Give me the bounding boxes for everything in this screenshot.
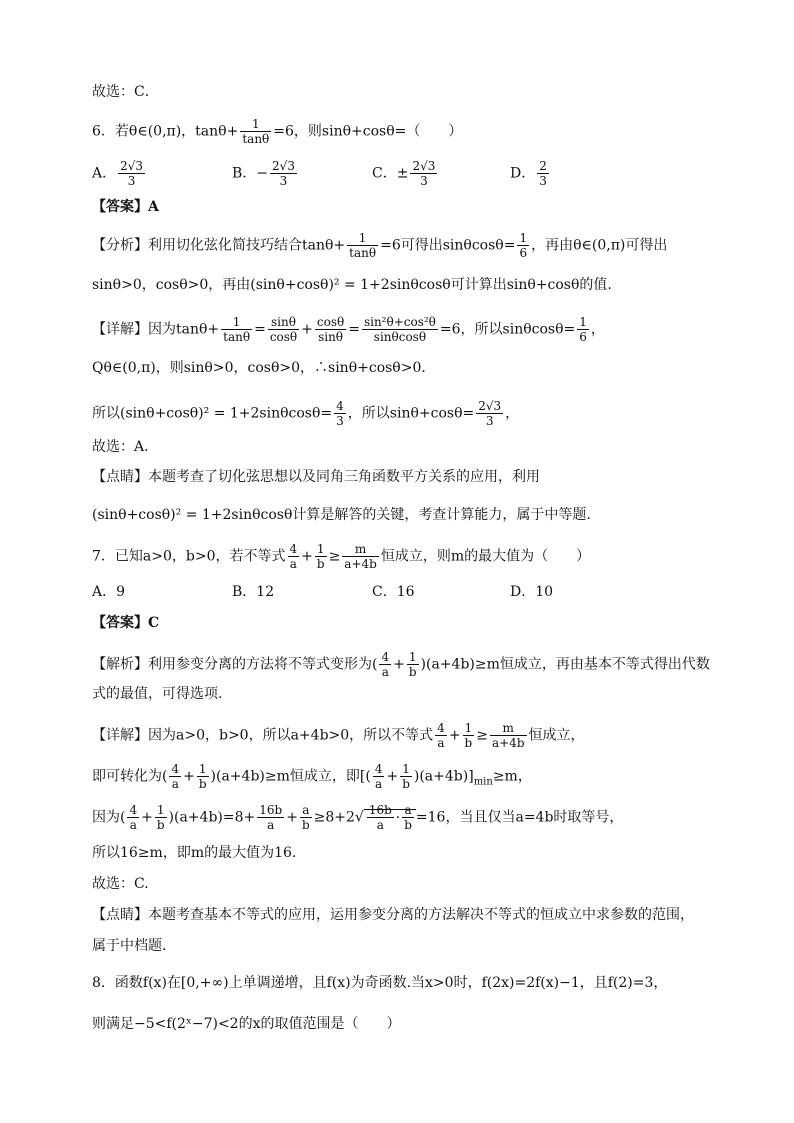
detail-6-line-3: 所以(sinθ+cosθ)² = 1+2sinθcosθ= $\frac{4}{3}$ ，所以sinθ+cosθ= $\frac{2√3}{3}$ ， [92, 399, 520, 428]
note-7-line-1: 【点睛】本题考查基本不等式的应用，运用参变分离的方法解决不等式的恒成立中求参数的范围， [92, 907, 694, 923]
q7-option-a: A．9 [92, 584, 126, 600]
q6-option-c: C．± $\frac{2√3}{3}$ [372, 159, 436, 188]
detail-6-line-2: Qθ∈(0,π)，则sinθ>0，cosθ>0，∴sinθ+cosθ>0． [92, 360, 436, 376]
question-7: 7．已知a>0，b>0，若不等式 $\frac{4}{a}$ + $\frac{1}{b}$ ≥ $\frac{m}{a+4b}$ 恒成立，则m的最大值为（ ） [92, 542, 591, 571]
q6-option-d: D． $\frac{2}{3}$ [510, 159, 547, 188]
analysis-7-line-1: 【解析】利用参变分离的方法将不等式变形为( $\frac{4}{a}$ + $\frac{1}{b}$ )(a+4b)≥m恒成立，再由基本不等式得出代数 [92, 650, 710, 679]
note-6-line-1: 【点睛】本题考查了切化弦思想以及同角三角函数平方关系的应用，利用 [92, 469, 540, 485]
detail-7-line-3: 因为( $\frac{4}{a}$ + $\frac{1}{b}$ )(a+4b)=8+ $\frac{16b}{a}$ + $\frac{a}{b}$ ≥8+2√ $\frac{16b}{a}$ · $\frac{a}{b}$ =16，当且仅当a=4b时取等号， [92, 803, 624, 832]
q7-option-c: C．16 [372, 584, 415, 600]
question-8-line-2: 则满足−5<f(2ˣ−7)<2的x的取值范围是（ ） [92, 1016, 401, 1032]
choice-6: 故选：A. [92, 439, 149, 455]
note-7-line-2: 属于中档题. [92, 938, 167, 954]
answer-line-prev: 故选：C． [92, 84, 159, 100]
q6-option-a: A． $\frac{2√3}{3}$ [92, 159, 144, 188]
analysis-6-line-2: sinθ>0，cosθ>0，再由(sinθ+cosθ)² = 1+2sinθcosθ可计算出sinθ+cosθ的值. [92, 277, 612, 293]
analysis-7-line-2: 式的最值，可得选项. [92, 686, 223, 702]
q6-option-b: B．− $\frac{2√3}{3}$ [232, 159, 295, 188]
detail-7-line-1: 【详解】因为a>0，b>0，所以a+4b>0，所以不等式 $\frac{4}{a}$ + $\frac{1}{b}$ ≥ $\frac{m}{a+4b}$ 恒成立， [92, 721, 585, 750]
answer-6: 【答案】A [92, 199, 159, 215]
q7-option-d: D．10 [510, 584, 554, 600]
note-6-line-2: (sinθ+cosθ)² = 1+2sinθcosθ计算是解答的关键，考查计算能力，属于中等题. [92, 507, 591, 523]
answer-7: 【答案】C [92, 615, 160, 631]
question-8-line-1: 8．函数f(x)在[0,+∞)上单调递增，且f(x)为奇函数.当x>0时，f(2x)=2f(x)−1，且f(2)=3， [92, 975, 668, 991]
detail-7-line-2: 即可转化为( $\frac{4}{a}$ + $\frac{1}{b}$ )(a+4b)≥m恒成立，即[( $\frac{4}{a}$ + $\frac{1}{b}$ )$(a+4b)]_{min}\ge m$， [92, 762, 532, 791]
analysis-6-line-1: 【分析】利用切化弦化简技巧结合tanθ+ $\frac{1}{\tan\theta}$ =6可得出sinθcosθ= $\frac{1}{6}$ ，再由θ∈(0,π)可得出 [92, 231, 668, 260]
detail-6-line-1: 【详解】因为tanθ+ $\frac{1}{\tan\theta}$ = $\frac{\sin\theta}{\cos\theta}$ + $\frac{\cos\theta}{\sin\theta}$ = $\frac{\text{sin²θ+cos²θ}}{\sin\theta\cos\theta}$ =6，所以sinθcosθ= $\frac{1}{6}$ ， [92, 315, 605, 344]
question-6: 6．若θ∈(0,π)，tanθ+ $\frac{1}{\tan\theta}$ =6，则sinθ+cosθ=（ ） [92, 117, 463, 146]
detail-7-line-4: 所以16≥m，即m的最大值为16. [92, 845, 297, 861]
choice-7: 故选：C. [92, 876, 149, 892]
q7-option-b: B．12 [232, 584, 275, 600]
